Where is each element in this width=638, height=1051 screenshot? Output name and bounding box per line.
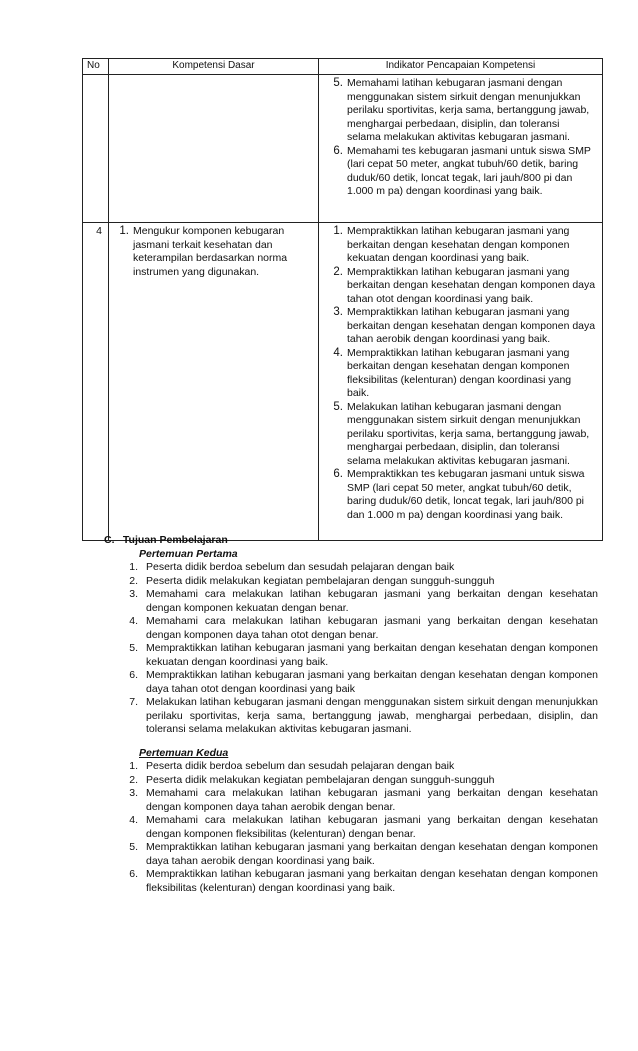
pertemuan-pertama-title: Pertemuan Pertama [139,547,238,560]
list-item-text: Peserta didik berdoa sebelum dan sesudah pelajaran dengan baik [146,561,455,573]
list-item [319,77,602,145]
list-item-text: Mempraktikkan latihan kebugaran jasmani yang berkaitan dengan kesehatan dengan komponen kekuatan dengan koordinasi yang baik. [347,225,570,264]
list-item [104,774,598,788]
list-item-text: Memahami cara melakukan latihan kebugaran jasmani yang berkaitan dengan kesehatan dengan komponen fleksibilitas (kelenturan) dengan benar. [146,814,598,840]
list-item-text: Memahami tes kebugaran jasmani untuk siswa SMP (lari cepat 50 meter, angkat tubuh/60 detik, baring duduk/60 detik, loncat tegak, lari jauh/800 pi dan 1.000 m pa) dengan koordinasi yang baik. [347,144,591,197]
kompetensi-cell [109,223,319,541]
list-item-number: 5. [129,841,138,853]
list-item-text: Peserta didik melakukan kegiatan pembelajaran dengan sungguh-sungguh [146,574,495,587]
competency-table [82,58,603,541]
list-item [104,814,598,841]
list-item-text: Memahami cara melakukan latihan kebugaran jasmani yang berkaitan dengan kesehatan dengan komponen daya tahan otot dengan benar. [146,615,598,641]
list-item-number: 2. [129,574,138,587]
list-item-number: 4. [129,615,138,627]
list-item-number: 5. [129,642,138,654]
list-item-text: Mempraktikkan latihan kebugaran jasmani yang berkaitan dengan kesehatan dengan komponen kekuatan dengan koordinasi yang baik. [146,642,598,668]
pertemuan-kedua-title: Pertemuan Kedua [139,746,229,759]
pertemuan-kedua-list [104,760,598,895]
list-item-text: Memahami cara melakukan latihan kebugaran jasmani yang berkaitan dengan kesehatan dengan komponen daya tahan aerobik dengan benar. [146,787,598,813]
table-row-continued [83,75,603,223]
list-item-number: 6. [333,468,343,480]
list-item-number: 1. [129,561,138,573]
indikator-cell [319,223,603,541]
header-no: No [83,59,109,75]
list-item [104,841,598,868]
kompetensi-list [109,225,318,279]
list-item-number: 2. [129,773,138,786]
list-item-text: Mempraktikkan latihan kebugaran jasmani yang berkaitan dengan kesehatan dengan komponen daya tahan otot dengan koordinasi yang baik [146,669,598,695]
list-item [319,225,602,266]
list-item-number: 3. [333,306,343,318]
header-indikator: Indikator Pencapaian Kompetensi [319,59,603,75]
list-item-number: 1. [129,760,138,772]
list-item-number: 1. [119,225,129,237]
no-cell-empty [83,75,109,223]
pertemuan-pertama-list [104,561,598,737]
row-number: 4 [83,223,109,541]
list-item [319,468,602,522]
list-item-number: 2. [333,265,343,278]
list-item [319,347,602,401]
list-item-number: 6. [129,669,138,681]
list-item [104,588,598,615]
list-item-text: Mempraktikkan latihan kebugaran jasmani yang berkaitan dengan kesehatan dengan komponen fleksibilitas (kelenturan) dengan koordinasi yang baik. [347,346,572,399]
list-item [104,868,598,895]
section-heading [104,534,598,548]
list-item-number: 7. [129,696,138,708]
indicator-list [319,225,602,522]
kompetensi-cell-empty [109,75,319,223]
list-item-number: 3. [129,787,138,799]
list-item-text: Memahami latihan kebugaran jasmani dengan menggunakan sistem sirkuit dengan menunjukkan perilaku sportivitas, kerja sama, bertanggung jawab, menghargai perbedaan, disiplin, dan toleransi selama melakukan aktivitas kebugaran jasmani. [347,77,590,143]
list-item-text: Mempraktikkan latihan kebugaran jasmani yang berkaitan dengan kesehatan dengan komponen fleksibilitas (kelenturan) dengan koordinasi yang baik. [146,868,598,894]
list-item-text: Mempraktikkan latihan kebugaran jasmani yang berkaitan dengan kesehatan dengan komponen daya tahan otot dengan koordinasi yang baik. [347,265,596,305]
table-row-4 [83,223,603,541]
section-tujuan-pembelajaran [104,534,598,895]
list-item-text: Peserta didik melakukan kegiatan pembelajaran dengan sungguh-sungguh [146,773,495,786]
list-item [104,696,598,737]
list-item [104,575,598,589]
list-item [109,225,318,279]
section-label: C. [104,534,115,546]
list-item-text: Melakukan latihan kebugaran jasmani dengan menggunakan sistem sirkuit dengan menunjukkan perilaku sportivitas, kerja sama, bertanggung jawab, menghargai perbedaan, disiplin, dan toleransi selama melakukan aktivitas kebugaran jasmani. [146,696,598,735]
list-item-text: Memahami cara melakukan latihan kebugaran jasmani yang berkaitan dengan kesehatan dengan komponen kekuatan dengan benar. [146,588,598,614]
list-item-text: Peserta didik berdoa sebelum dan sesudah pelajaran dengan baik [146,760,455,772]
list-item-number: 3. [129,588,138,600]
list-item [319,401,602,469]
list-item-number: 4. [333,346,343,359]
list-item [104,760,598,774]
section-title: Tujuan Pembelajaran [122,534,228,546]
table-header-row [83,59,603,75]
list-item-text: Mempraktikkan tes kebugaran jasmani untuk siswa SMP (lari cepat 50 meter, angkat tubuh/60 detik, baring duduk/60 detik, loncat tegak, lari jauh/800 pi dan 1.000 m pa) dengan koordinasi yang baik. [347,468,585,521]
list-item [104,615,598,642]
list-item [319,145,602,199]
indicator-list [319,77,602,199]
header-kompetensi-dasar: Kompetensi Dasar [109,59,319,75]
list-item-text: Mengukur komponen kebugaran jasmani terkait kesehatan dan keterampilan berdasarkan norma instrumen yang digunakan. [133,225,288,278]
list-item [319,266,602,307]
list-item [104,787,598,814]
list-item-text: Mempraktikkan latihan kebugaran jasmani yang berkaitan dengan kesehatan dengan komponen daya tahan aerobik dengan koordinasi yang baik. [347,306,596,345]
list-item-number: 5. [333,400,343,413]
list-item-text: Mempraktikkan latihan kebugaran jasmani yang berkaitan dengan kesehatan dengan komponen daya tahan aerobik dengan koordinasi yang baik. [146,841,598,867]
list-item-number: 6. [333,144,343,157]
indikator-cell [319,75,603,223]
list-item-number: 5. [333,77,343,89]
list-item-text: Melakukan latihan kebugaran jasmani dengan menggunakan sistem sirkuit dengan menunjukkan perilaku sportivitas, kerja sama, bertanggung jawab, menghargai perbedaan, disiplin, dan toleransi selama melakukan aktivitas kebugaran jasmani. [347,400,590,467]
list-item [104,669,598,696]
list-item [104,561,598,575]
list-item-number: 6. [129,868,138,880]
list-item-number: 4. [129,814,138,826]
list-item [104,642,598,669]
list-item [319,306,602,347]
list-item-number: 1. [333,225,343,237]
